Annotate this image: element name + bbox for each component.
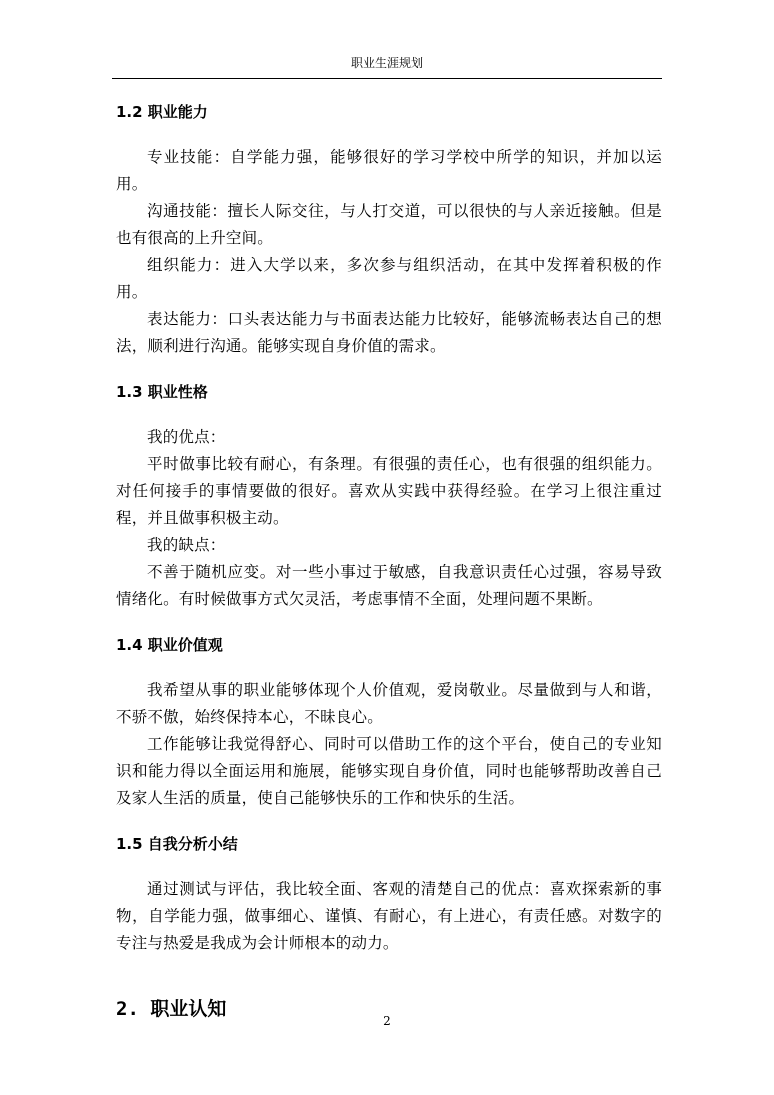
paragraph: 平时做事比较有耐心，有条理。有很强的责任心，也有很强的组织能力。对任何接手的事情要做的很好。喜欢从实践中获得经验。在学习上很注重过程，并且做事积极主动。 xyxy=(116,455,662,527)
paragraph: 不善于随机应变。对一些小事过于敏感，自我意识责任心过强，容易导致情绪化。有时候做事方式欠灵活，考虑事情不全面，处理问题不果断。 xyxy=(116,563,662,608)
section-heading-1-2: 1.2 职业能力 xyxy=(116,103,208,121)
paragraph: 工作能够让我觉得舒心、同时可以借助工作的这个平台，使自己的专业知识和能力得以全面运用和施展，能够实现自身价值，同时也能够帮助改善自己及家人生活的质量，使自己能够快乐的工作和快乐的生活。 xyxy=(116,735,662,807)
paragraph: 组织能力：进入大学以来，多次参与组织活动，在其中发挥着积极的作用。 xyxy=(116,256,662,301)
paragraph: 专业技能：自学能力强，能够很好的学习学校中所学的知识，并加以运用。 xyxy=(116,148,662,193)
header-divider xyxy=(112,78,662,79)
paragraph: 我希望从事的职业能够体现个人价值观，爱岗敬业。尽量做到与人和谐，不骄不傲，始终保持本心，不昧良心。 xyxy=(116,681,662,726)
paragraph: 我的缺点： xyxy=(147,536,226,554)
page-number: 2 xyxy=(383,1014,391,1028)
paragraph: 我的优点： xyxy=(147,428,226,446)
section-heading-1-3: 1.3 职业性格 xyxy=(116,383,208,401)
section-heading-1-5: 1.5 自我分析小结 xyxy=(116,835,238,853)
paragraph: 通过测试与评估，我比较全面、客观的清楚自己的优点：喜欢探索新的事物，自学能力强，做事细心、谨慎、有耐心，有上进心，有责任感。对数字的专注与热爱是我成为会计师根本的动力。 xyxy=(116,880,662,952)
chapter-heading: 2. 职业认知 xyxy=(116,998,227,1020)
page-content xyxy=(116,92,662,1021)
section-heading-1-4: 1.4 职业价值观 xyxy=(116,636,223,654)
paragraph: 表达能力：口头表达能力与书面表达能力比较好，能够流畅表达自己的想法，顺利进行沟通。能够实现自身价值的需求。 xyxy=(116,310,662,355)
page-header: 职业生涯规划 xyxy=(350,56,423,70)
paragraph: 沟通技能：擅长人际交往，与人打交道，可以很快的与人亲近接触。但是也有很高的上升空间。 xyxy=(116,202,662,247)
